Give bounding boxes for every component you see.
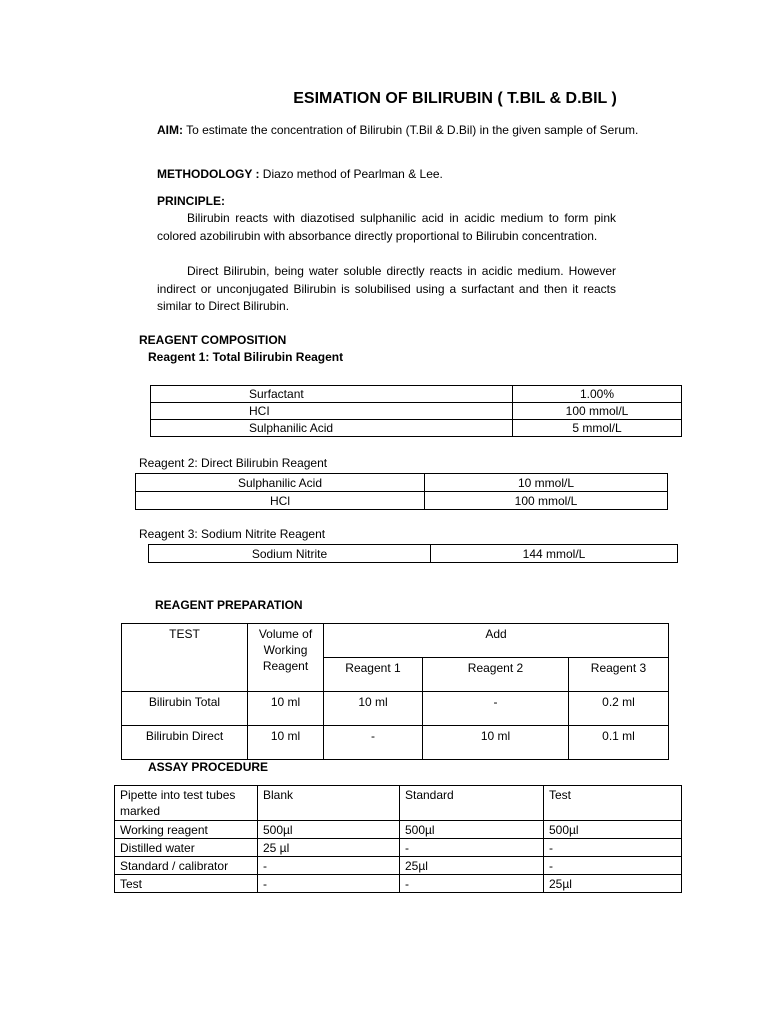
header-reagent-3: Reagent 3 (569, 658, 669, 692)
table-row (151, 403, 682, 420)
table-row (115, 821, 682, 839)
assay-procedure-heading: ASSAY PROCEDURE (148, 760, 269, 774)
assay-cell: - (400, 875, 544, 893)
reagent1-table (150, 385, 682, 437)
reagent2-concentration: 100 mmol/L (425, 492, 668, 510)
reagent-composition-heading: REAGENT COMPOSITION (139, 333, 287, 347)
methodology-label: METHODOLOGY : (157, 167, 260, 181)
principle-paragraph-1: Bilirubin reacts with diazotised sulphanilic acid in acidic medium to form pink colored azobilirubin with absorbance directly proportional to Bilirubin concentration. (157, 211, 616, 243)
prep-cell: - (324, 726, 423, 760)
assay-cell: 500µl (400, 821, 544, 839)
assay-cell: 500µl (544, 821, 682, 839)
reagent3-component: Sodium Nitrite (149, 545, 431, 563)
reagent2-concentration: 10 mmol/L (425, 474, 668, 492)
prep-cell: 10 ml (248, 726, 324, 760)
reagent-preparation-heading: REAGENT PREPARATION (155, 598, 303, 612)
assay-cell: 25 µl (258, 839, 400, 857)
table-row (122, 692, 669, 726)
reagent3-concentration: 144 mmol/L (431, 545, 678, 563)
assay-header: Blank (258, 786, 400, 821)
assay-cell: 25µl (400, 857, 544, 875)
table-row (115, 857, 682, 875)
reagent1-concentration: 5 mmol/L (513, 420, 682, 437)
assay-cell: - (544, 839, 682, 857)
reagent-preparation-table (121, 623, 669, 760)
reagent1-component: Sulphanilic Acid (151, 420, 513, 437)
reagent3-table (148, 544, 678, 563)
reagent3-title: Reagent 3: Sodium Nitrite Reagent (139, 527, 326, 541)
assay-cell: Distilled water (115, 839, 258, 857)
principle-paragraph-2: Direct Bilirubin, being water soluble directly reacts in acidic medium. However indirect or unconjugated Bilirubin is solubilised using a surfactant and then it reacts similar to Direct Bilirubin. (157, 264, 616, 313)
header-add: Add (324, 624, 669, 658)
assay-header: Standard (400, 786, 544, 821)
header-reagent-1: Reagent 1 (324, 658, 423, 692)
reagent2-title: Reagent 2: Direct Bilirubin Reagent (139, 456, 328, 470)
table-row (149, 545, 678, 563)
table-row (151, 386, 682, 403)
principle-label: PRINCIPLE: (157, 194, 226, 208)
reagent2-component: HCl (136, 492, 425, 510)
prep-cell: 10 ml (423, 726, 569, 760)
assay-cell: - (400, 839, 544, 857)
reagent1-component: Surfactant (151, 386, 513, 403)
reagent1-title: Reagent 1: Total Bilirubin Reagent (148, 350, 344, 364)
prep-cell: 0.1 ml (569, 726, 669, 760)
table-row (122, 726, 669, 760)
aim-text: To estimate the concentration of Bilirubin (T.Bil & D.Bil) in the given sample of Serum. (183, 123, 639, 137)
reagent2-table (135, 473, 668, 510)
assay-cell: Standard / calibrator (115, 857, 258, 875)
assay-cell: - (258, 875, 400, 893)
assay-header: Pipette into test tubes marked (115, 786, 258, 821)
table-row (115, 839, 682, 857)
prep-cell: - (423, 692, 569, 726)
assay-cell: 500µl (258, 821, 400, 839)
table-row (136, 492, 668, 510)
table-row (151, 420, 682, 437)
assay-header: Test (544, 786, 682, 821)
table-row (122, 624, 669, 658)
reagent1-component: HCI (151, 403, 513, 420)
header-volume: Volume of Working Reagent (248, 624, 324, 692)
methodology-text: Diazo method of Pearlman & Lee. (259, 167, 443, 181)
reagent2-component: Sulphanilic Acid (136, 474, 425, 492)
assay-cell: Test (115, 875, 258, 893)
assay-procedure-table (114, 785, 682, 893)
header-reagent-2: Reagent 2 (423, 658, 569, 692)
header-test: TEST (122, 624, 248, 692)
prep-cell: Bilirubin Total (122, 692, 248, 726)
prep-cell: 0.2 ml (569, 692, 669, 726)
prep-cell: 10 ml (324, 692, 423, 726)
aim-paragraph (157, 122, 674, 140)
assay-cell: - (544, 857, 682, 875)
reagent1-concentration: 100 mmol/L (513, 403, 682, 420)
aim-label: AIM: (157, 123, 183, 137)
reagent1-concentration: 1.00% (513, 386, 682, 403)
methodology-paragraph (157, 166, 674, 184)
table-row (136, 474, 668, 492)
prep-cell: Bilirubin Direct (122, 726, 248, 760)
assay-cell: 25µl (544, 875, 682, 893)
page-title: ESIMATION OF BILIRUBIN ( T.BIL & D.BIL ) (293, 90, 617, 107)
prep-cell: 10 ml (248, 692, 324, 726)
assay-cell: Working reagent (115, 821, 258, 839)
table-row (115, 875, 682, 893)
table-row (115, 786, 682, 821)
assay-cell: - (258, 857, 400, 875)
